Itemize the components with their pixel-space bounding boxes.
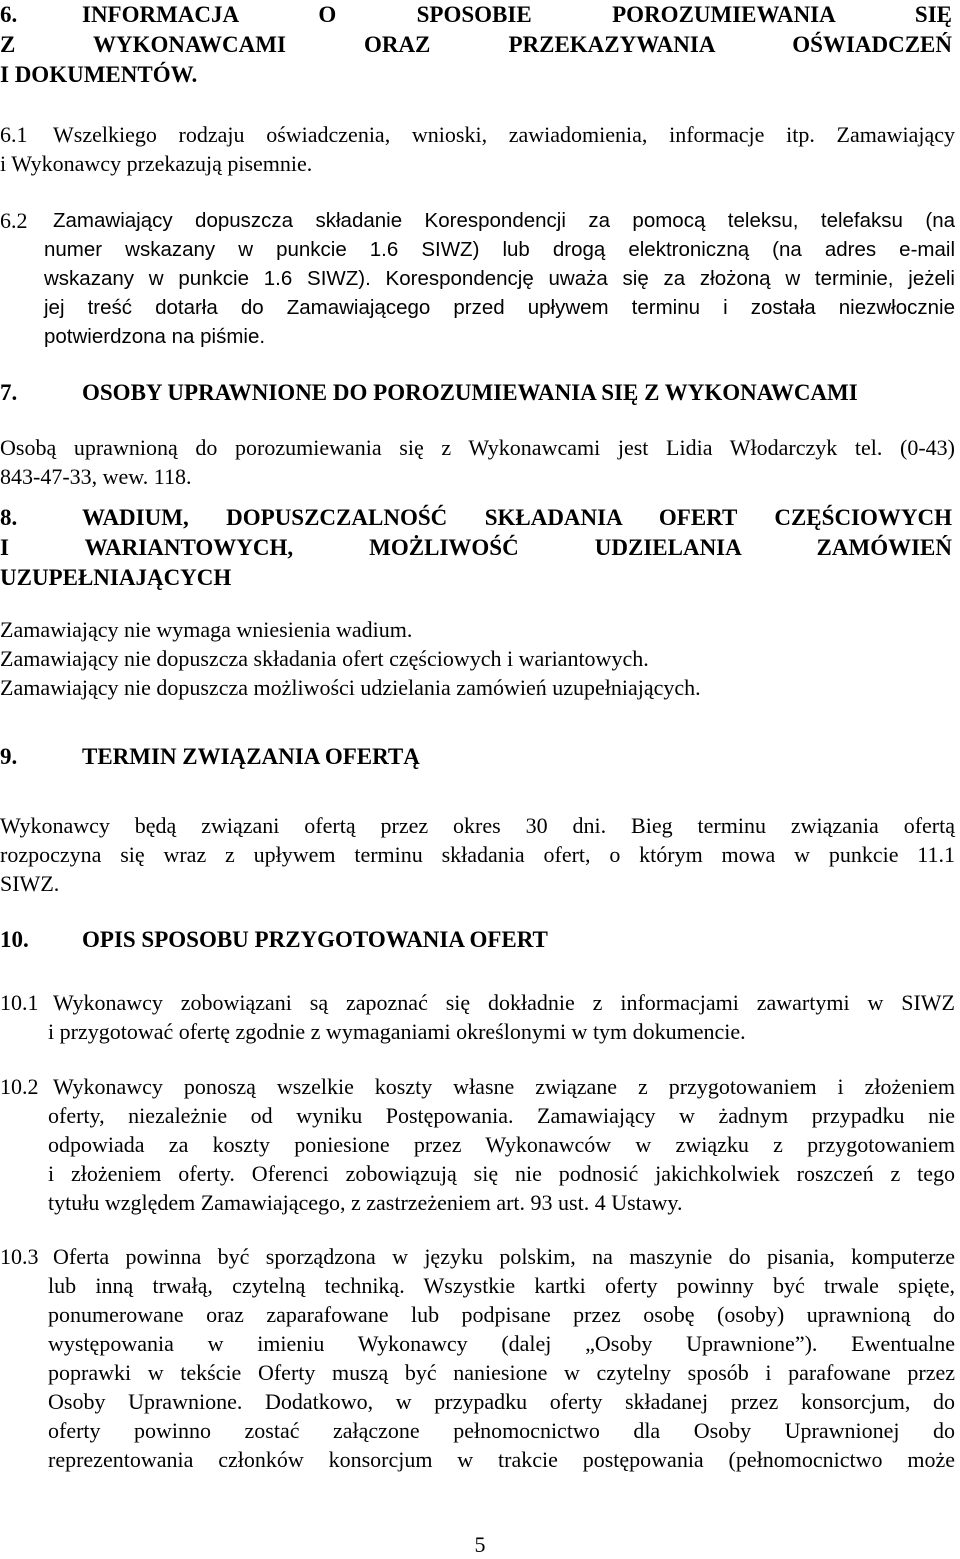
paragraph-10-2 xyxy=(0,1072,955,1217)
statement-line: Zamawiający nie wymaga wniesienia wadium. xyxy=(0,617,413,642)
section-10-heading xyxy=(0,925,952,955)
paragraph-line: ponumerowane oraz zaparafowane lub podpisane przez osobę (osoby) uprawnioną do xyxy=(48,1302,955,1327)
section-6-heading xyxy=(0,0,952,90)
section-number: 7. xyxy=(0,380,18,405)
section-number: 8. xyxy=(0,505,18,530)
paragraph-line: i złożeniem oferty. Oferenci zobowiązują się nie podnosić jakichkolwiek roszczeń z tego xyxy=(48,1161,955,1186)
paragraph-line: Zamawiający dopuszcza składanie Korespondencji za pomocą teleksu, telefaksu (na xyxy=(53,209,955,232)
paragraph-6-1 xyxy=(0,120,955,178)
statement-line: Zamawiający nie dopuszcza możliwości udzielania zamówień uzupełniających. xyxy=(0,675,701,700)
paragraph-line: Oferta powinna być sporządzona w języku polskim, na maszynie do pisania, komputerze xyxy=(53,1244,955,1269)
section-7-text xyxy=(0,433,955,491)
section-8-text xyxy=(0,615,955,702)
heading-line: I WARIANTOWYCH, MOŻLIWOŚĆ UDZIELANIA ZAMÓWIEŃ xyxy=(0,535,952,560)
paragraph-line: numer wskazany w punkcie 1.6 SIWZ) lub drogą elektroniczną (na adres e-mail xyxy=(44,238,955,261)
paragraph-line: SIWZ. xyxy=(0,871,60,896)
heading-line: UZUPEŁNIAJĄCYCH xyxy=(0,565,232,590)
paragraph-6-2 xyxy=(0,206,955,351)
paragraph-number: 10.3 xyxy=(0,1244,39,1269)
paragraph-line: reprezentowania członków konsorcjum w trakcie postępowania (pełnomocnictwo może xyxy=(48,1447,955,1472)
section-8-heading xyxy=(0,503,952,593)
paragraph-10-3 xyxy=(0,1242,955,1474)
section-number: 6. xyxy=(0,2,18,27)
section-9-text xyxy=(0,811,955,898)
paragraph-number: 10.1 xyxy=(0,990,39,1015)
paragraph-number: 6.1 xyxy=(0,122,28,147)
paragraph-line: Wykonawcy zobowiązani są zapoznać się dokładnie z informacjami zawartymi w SIWZ xyxy=(53,990,955,1015)
heading-text: TERMIN ZWIĄZANIA OFERTĄ xyxy=(82,744,420,769)
paragraph-line: poprawki w tekście Oferty muszą być naniesione w czytelny sposób i parafowane przez xyxy=(48,1360,955,1385)
statement-line: Zamawiający nie dopuszcza składania ofert częściowych i wariantowych. xyxy=(0,646,649,671)
heading-line: INFORMACJA O SPOSOBIE POROZUMIEWANIA SIĘ xyxy=(82,2,952,27)
heading-line: I DOKUMENTÓW. xyxy=(0,62,198,87)
paragraph-line: i Wykonawcy przekazują pisemnie. xyxy=(0,151,313,176)
paragraph-line: wskazany w punkcie 1.6 SIWZ). Korespondencję uważa się za złożoną w terminie, jeżeli xyxy=(44,267,955,290)
paragraph-line: rozpoczyna się wraz z upływem terminu składania ofert, o którym mowa w punkcie 11.1 xyxy=(0,842,955,867)
heading-line: WADIUM, DOPUSZCZALNOŚĆ SKŁADANIA OFERT CZĘŚCIOWYCH xyxy=(82,505,952,530)
heading-line: Z WYKONAWCAMI ORAZ PRZEKAZYWANIA OŚWIADCZEŃ xyxy=(0,32,952,57)
section-7-heading xyxy=(0,378,952,408)
paragraph-number: 6.2 xyxy=(0,208,28,233)
paragraph-line: odpowiada za koszty poniesione przez Wykonawców w związku z przygotowaniem xyxy=(48,1132,955,1157)
section-9-heading xyxy=(0,742,952,772)
paragraph-line: występowania w imieniu Wykonawcy (dalej „Osoby Uprawnione”). Ewentualne xyxy=(48,1331,955,1356)
page-number: 5 xyxy=(474,1532,486,1557)
paragraph-10-1 xyxy=(0,988,955,1046)
section-number: 9. xyxy=(0,744,18,769)
paragraph-line: potwierdzona na piśmie. xyxy=(44,325,266,348)
paragraph-line: lub inną trwałą, czytelną techniką. Wszystkie kartki oferty powinny być trwale spięte, xyxy=(48,1273,955,1298)
paragraph-line: jej treść dotarła do Zamawiającego przed upływem terminu i została niezwłocznie xyxy=(44,296,955,319)
paragraph-line: Osoby Uprawnione. Dodatkowo, w przypadku oferty składanej przez konsorcjum, do xyxy=(48,1389,955,1414)
paragraph-line: tytułu względem Zamawiającego, z zastrzeżeniem art. 93 ust. 4 Ustawy. xyxy=(48,1190,683,1215)
section-number: 10. xyxy=(0,927,29,952)
paragraph-line: Wszelkiego rodzaju oświadczenia, wnioski, zawiadomienia, informacje itp. Zamawiający xyxy=(53,122,955,147)
paragraph-line: 843-47-33, wew. 118. xyxy=(0,464,192,489)
paragraph-line: i przygotować ofertę zgodnie z wymaganiami określonymi w tym dokumencie. xyxy=(48,1019,746,1044)
paragraph-line: Osobą uprawnioną do porozumiewania się z Wykonawcami jest Lidia Włodarczyk tel. (0-43) xyxy=(0,435,955,460)
heading-text: OPIS SPOSOBU PRZYGOTOWANIA OFERT xyxy=(82,927,548,952)
paragraph-line: Wykonawcy ponoszą wszelkie koszty własne związane z przygotowaniem i złożeniem xyxy=(53,1074,955,1099)
paragraph-line: Wykonawcy będą związani ofertą przez okres 30 dni. Bieg terminu związania ofertą xyxy=(0,813,955,838)
heading-text: OSOBY UPRAWNIONE DO POROZUMIEWANIA SIĘ Z WYKONAWCAMI xyxy=(82,380,858,405)
paragraph-line: oferty powinno zostać załączone pełnomocnictwo dla Osoby Uprawnionej do xyxy=(48,1418,955,1443)
paragraph-line: oferty, niezależnie od wyniku Postępowania. Zamawiający w żadnym przypadku nie xyxy=(48,1103,955,1128)
paragraph-number: 10.2 xyxy=(0,1074,39,1099)
